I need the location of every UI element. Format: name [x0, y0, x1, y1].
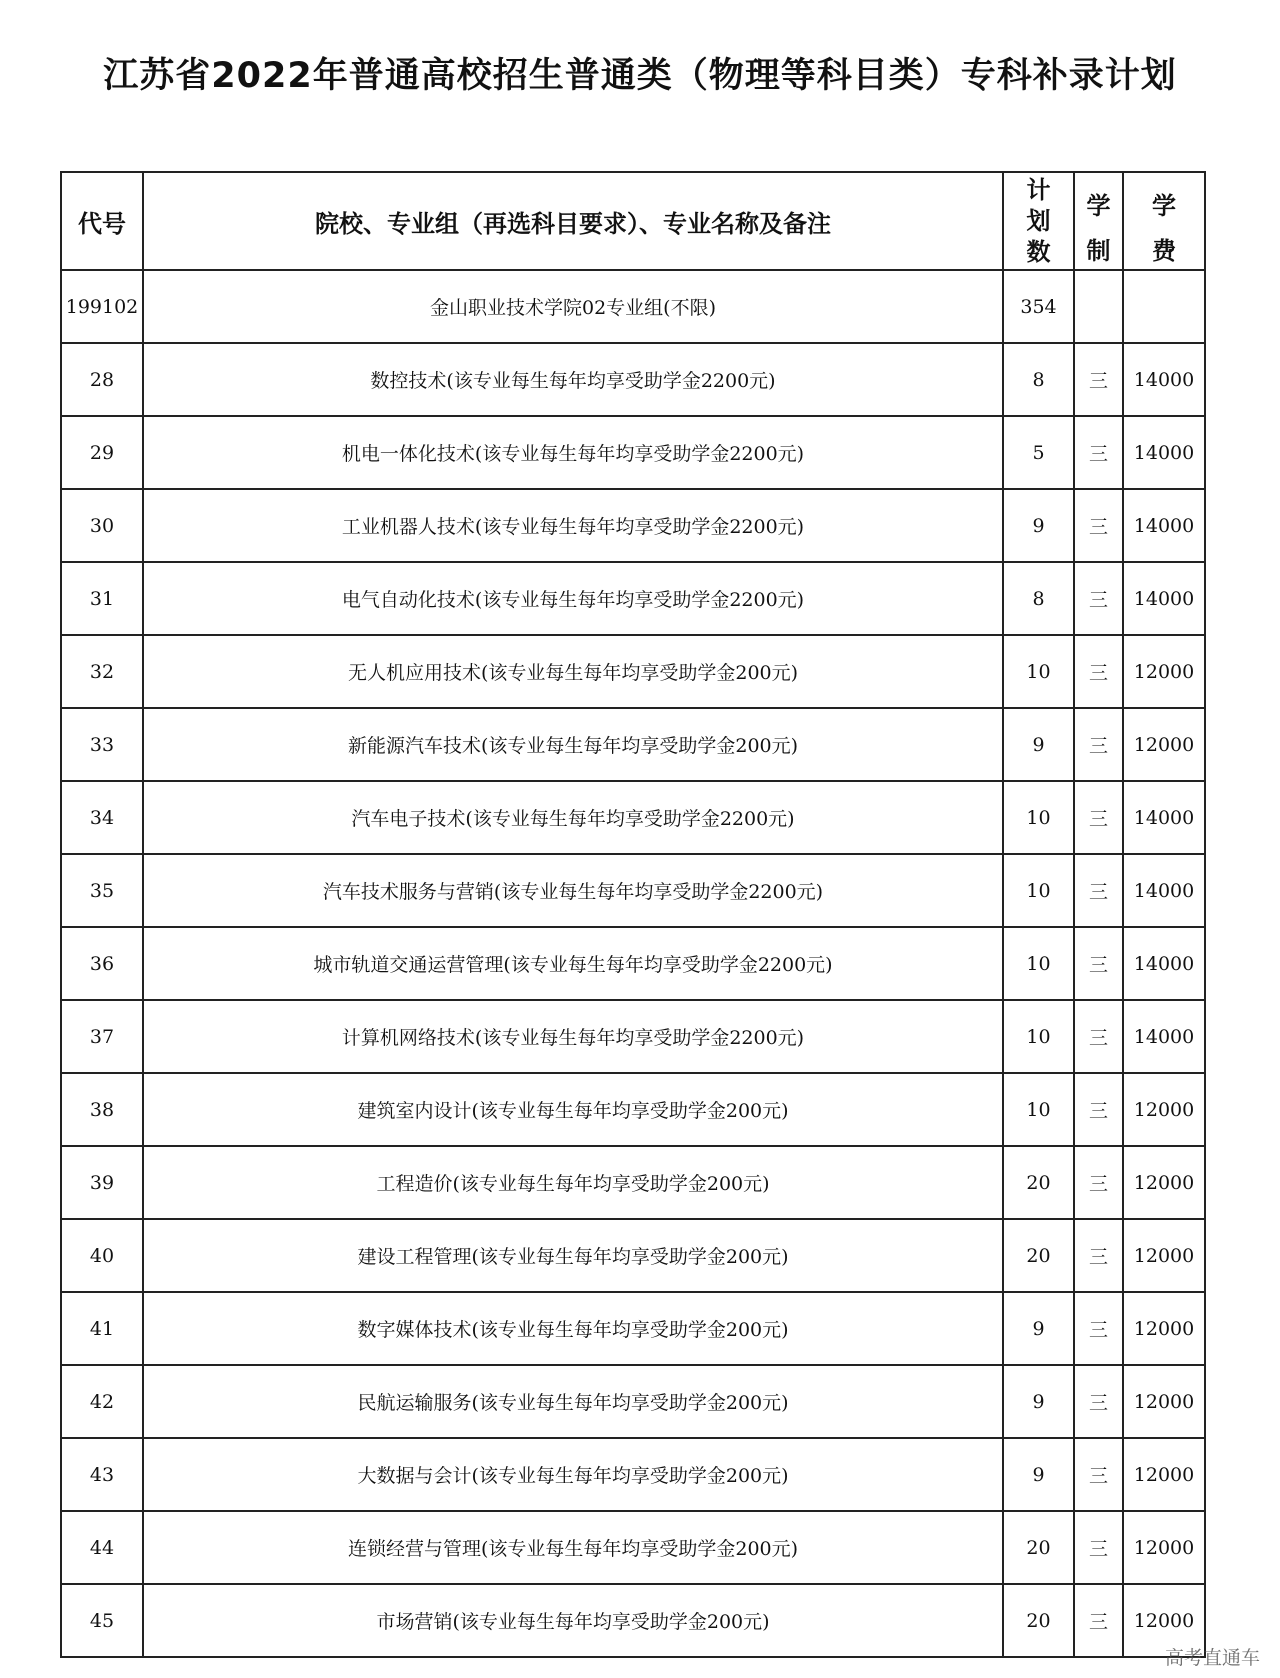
row-duration: 三 [1074, 1146, 1123, 1219]
row-code: 37 [61, 1000, 143, 1073]
row-code: 45 [61, 1584, 143, 1657]
row-code: 40 [61, 1219, 143, 1292]
row-name: 建筑室内设计(该专业每生每年均享受助学金200元) [143, 1073, 1003, 1146]
row-plan: 5 [1003, 416, 1074, 489]
table-row [61, 708, 1205, 781]
header-plan-char: 计 [1026, 175, 1051, 204]
row-code: 43 [61, 1438, 143, 1511]
row-code: 28 [61, 343, 143, 416]
row-code: 35 [61, 854, 143, 927]
table-row [61, 1511, 1205, 1584]
header-name: 院校、专业组（再选科目要求）、专业名称及备注 [143, 172, 1003, 270]
table-row [61, 927, 1205, 1000]
row-fee: 14000 [1123, 343, 1205, 416]
row-name: 建设工程管理(该专业每生每年均享受助学金200元) [143, 1219, 1003, 1292]
table-row [61, 1219, 1205, 1292]
row-fee: 12000 [1123, 1584, 1205, 1657]
table-row [61, 781, 1205, 854]
row-name: 工业机器人技术(该专业每生每年均享受助学金2200元) [143, 489, 1003, 562]
row-plan: 9 [1003, 1292, 1074, 1365]
row-name: 汽车技术服务与营销(该专业每生每年均享受助学金2200元) [143, 854, 1003, 927]
table-row [61, 854, 1205, 927]
row-fee: 12000 [1123, 1438, 1205, 1511]
row-plan: 10 [1003, 854, 1074, 927]
row-duration: 三 [1074, 927, 1123, 1000]
row-plan: 10 [1003, 781, 1074, 854]
row-code: 42 [61, 1365, 143, 1438]
group-plan: 354 [1003, 270, 1074, 343]
row-code: 44 [61, 1511, 143, 1584]
row-code: 36 [61, 927, 143, 1000]
row-fee: 14000 [1123, 416, 1205, 489]
row-duration: 三 [1074, 1219, 1123, 1292]
row-duration: 三 [1074, 1073, 1123, 1146]
row-plan: 20 [1003, 1146, 1074, 1219]
row-duration: 三 [1074, 1584, 1123, 1657]
row-name: 数控技术(该专业每生每年均享受助学金2200元) [143, 343, 1003, 416]
header-duration [1074, 172, 1123, 270]
group-row [61, 270, 1205, 343]
header-duration-char: 制 [1086, 236, 1111, 265]
row-code: 29 [61, 416, 143, 489]
header-fee-char: 学 [1152, 191, 1176, 220]
table-row [61, 1584, 1205, 1657]
row-code: 30 [61, 489, 143, 562]
row-duration: 三 [1074, 781, 1123, 854]
row-fee: 12000 [1123, 1365, 1205, 1438]
row-duration: 三 [1074, 1438, 1123, 1511]
row-duration: 三 [1074, 343, 1123, 416]
header-plan-char: 划 [1026, 206, 1051, 235]
row-name: 工程造价(该专业每生每年均享受助学金200元) [143, 1146, 1003, 1219]
row-name: 市场营销(该专业每生每年均享受助学金200元) [143, 1584, 1003, 1657]
row-fee: 12000 [1123, 708, 1205, 781]
row-plan: 8 [1003, 343, 1074, 416]
group-fee [1123, 270, 1205, 343]
row-name: 城市轨道交通运营管理(该专业每生每年均享受助学金2200元) [143, 927, 1003, 1000]
row-duration: 三 [1074, 416, 1123, 489]
row-name: 连锁经营与管理(该专业每生每年均享受助学金200元) [143, 1511, 1003, 1584]
header-duration-char: 学 [1086, 191, 1111, 220]
row-duration: 三 [1074, 489, 1123, 562]
enrollment-plan-table [60, 171, 1206, 1658]
row-fee: 12000 [1123, 1219, 1205, 1292]
row-plan: 9 [1003, 1365, 1074, 1438]
row-code: 31 [61, 562, 143, 635]
row-fee: 12000 [1123, 635, 1205, 708]
header-plan-char: 数 [1026, 237, 1051, 266]
row-duration: 三 [1074, 1365, 1123, 1438]
table-row [61, 1292, 1205, 1365]
row-name: 民航运输服务(该专业每生每年均享受助学金200元) [143, 1365, 1003, 1438]
row-duration: 三 [1074, 1000, 1123, 1073]
table-row [61, 1365, 1205, 1438]
row-fee: 12000 [1123, 1292, 1205, 1365]
header-plan [1003, 172, 1074, 270]
row-code: 41 [61, 1292, 143, 1365]
table-header-row [61, 172, 1205, 270]
row-plan: 10 [1003, 927, 1074, 1000]
table-row [61, 343, 1205, 416]
row-plan: 9 [1003, 1438, 1074, 1511]
table-row [61, 1073, 1205, 1146]
table-row [61, 1438, 1205, 1511]
row-plan: 20 [1003, 1584, 1074, 1657]
table-row [61, 1000, 1205, 1073]
row-duration: 三 [1074, 1511, 1123, 1584]
group-code: 199102 [61, 270, 143, 343]
header-fee-char: 费 [1152, 236, 1176, 265]
table-row [61, 489, 1205, 562]
row-duration: 三 [1074, 562, 1123, 635]
row-fee: 14000 [1123, 1000, 1205, 1073]
header-code: 代号 [61, 172, 143, 270]
row-plan: 8 [1003, 562, 1074, 635]
row-fee: 12000 [1123, 1073, 1205, 1146]
watermark: 高考直通车 [1164, 1647, 1260, 1669]
row-duration: 三 [1074, 854, 1123, 927]
row-name: 电气自动化技术(该专业每生每年均享受助学金2200元) [143, 562, 1003, 635]
header-fee [1123, 172, 1205, 270]
row-fee: 12000 [1123, 1511, 1205, 1584]
row-plan: 10 [1003, 1000, 1074, 1073]
row-plan: 20 [1003, 1219, 1074, 1292]
row-plan: 10 [1003, 1073, 1074, 1146]
row-name: 汽车电子技术(该专业每生每年均享受助学金2200元) [143, 781, 1003, 854]
row-plan: 9 [1003, 708, 1074, 781]
row-name: 大数据与会计(该专业每生每年均享受助学金200元) [143, 1438, 1003, 1511]
row-plan: 20 [1003, 1511, 1074, 1584]
row-duration: 三 [1074, 1292, 1123, 1365]
row-plan: 9 [1003, 489, 1074, 562]
row-duration: 三 [1074, 708, 1123, 781]
row-fee: 14000 [1123, 489, 1205, 562]
row-name: 机电一体化技术(该专业每生每年均享受助学金2200元) [143, 416, 1003, 489]
row-code: 39 [61, 1146, 143, 1219]
row-duration: 三 [1074, 635, 1123, 708]
row-code: 32 [61, 635, 143, 708]
row-fee: 12000 [1123, 1146, 1205, 1219]
row-fee: 14000 [1123, 562, 1205, 635]
row-plan: 10 [1003, 635, 1074, 708]
row-code: 34 [61, 781, 143, 854]
row-name: 无人机应用技术(该专业每生每年均享受助学金200元) [143, 635, 1003, 708]
group-name: 金山职业技术学院02专业组(不限) [143, 270, 1003, 343]
row-code: 33 [61, 708, 143, 781]
table-row [61, 416, 1205, 489]
table-row [61, 635, 1205, 708]
row-name: 计算机网络技术(该专业每生每年均享受助学金2200元) [143, 1000, 1003, 1073]
row-fee: 14000 [1123, 781, 1205, 854]
row-name: 数字媒体技术(该专业每生每年均享受助学金200元) [143, 1292, 1003, 1365]
page-title: 江苏省2022年普通高校招生普通类（物理等科目类）专科补录计划 [103, 56, 1177, 96]
table-row [61, 562, 1205, 635]
row-code: 38 [61, 1073, 143, 1146]
table-row [61, 1146, 1205, 1219]
row-fee: 14000 [1123, 927, 1205, 1000]
row-fee: 14000 [1123, 854, 1205, 927]
row-name: 新能源汽车技术(该专业每生每年均享受助学金200元) [143, 708, 1003, 781]
group-duration [1074, 270, 1123, 343]
